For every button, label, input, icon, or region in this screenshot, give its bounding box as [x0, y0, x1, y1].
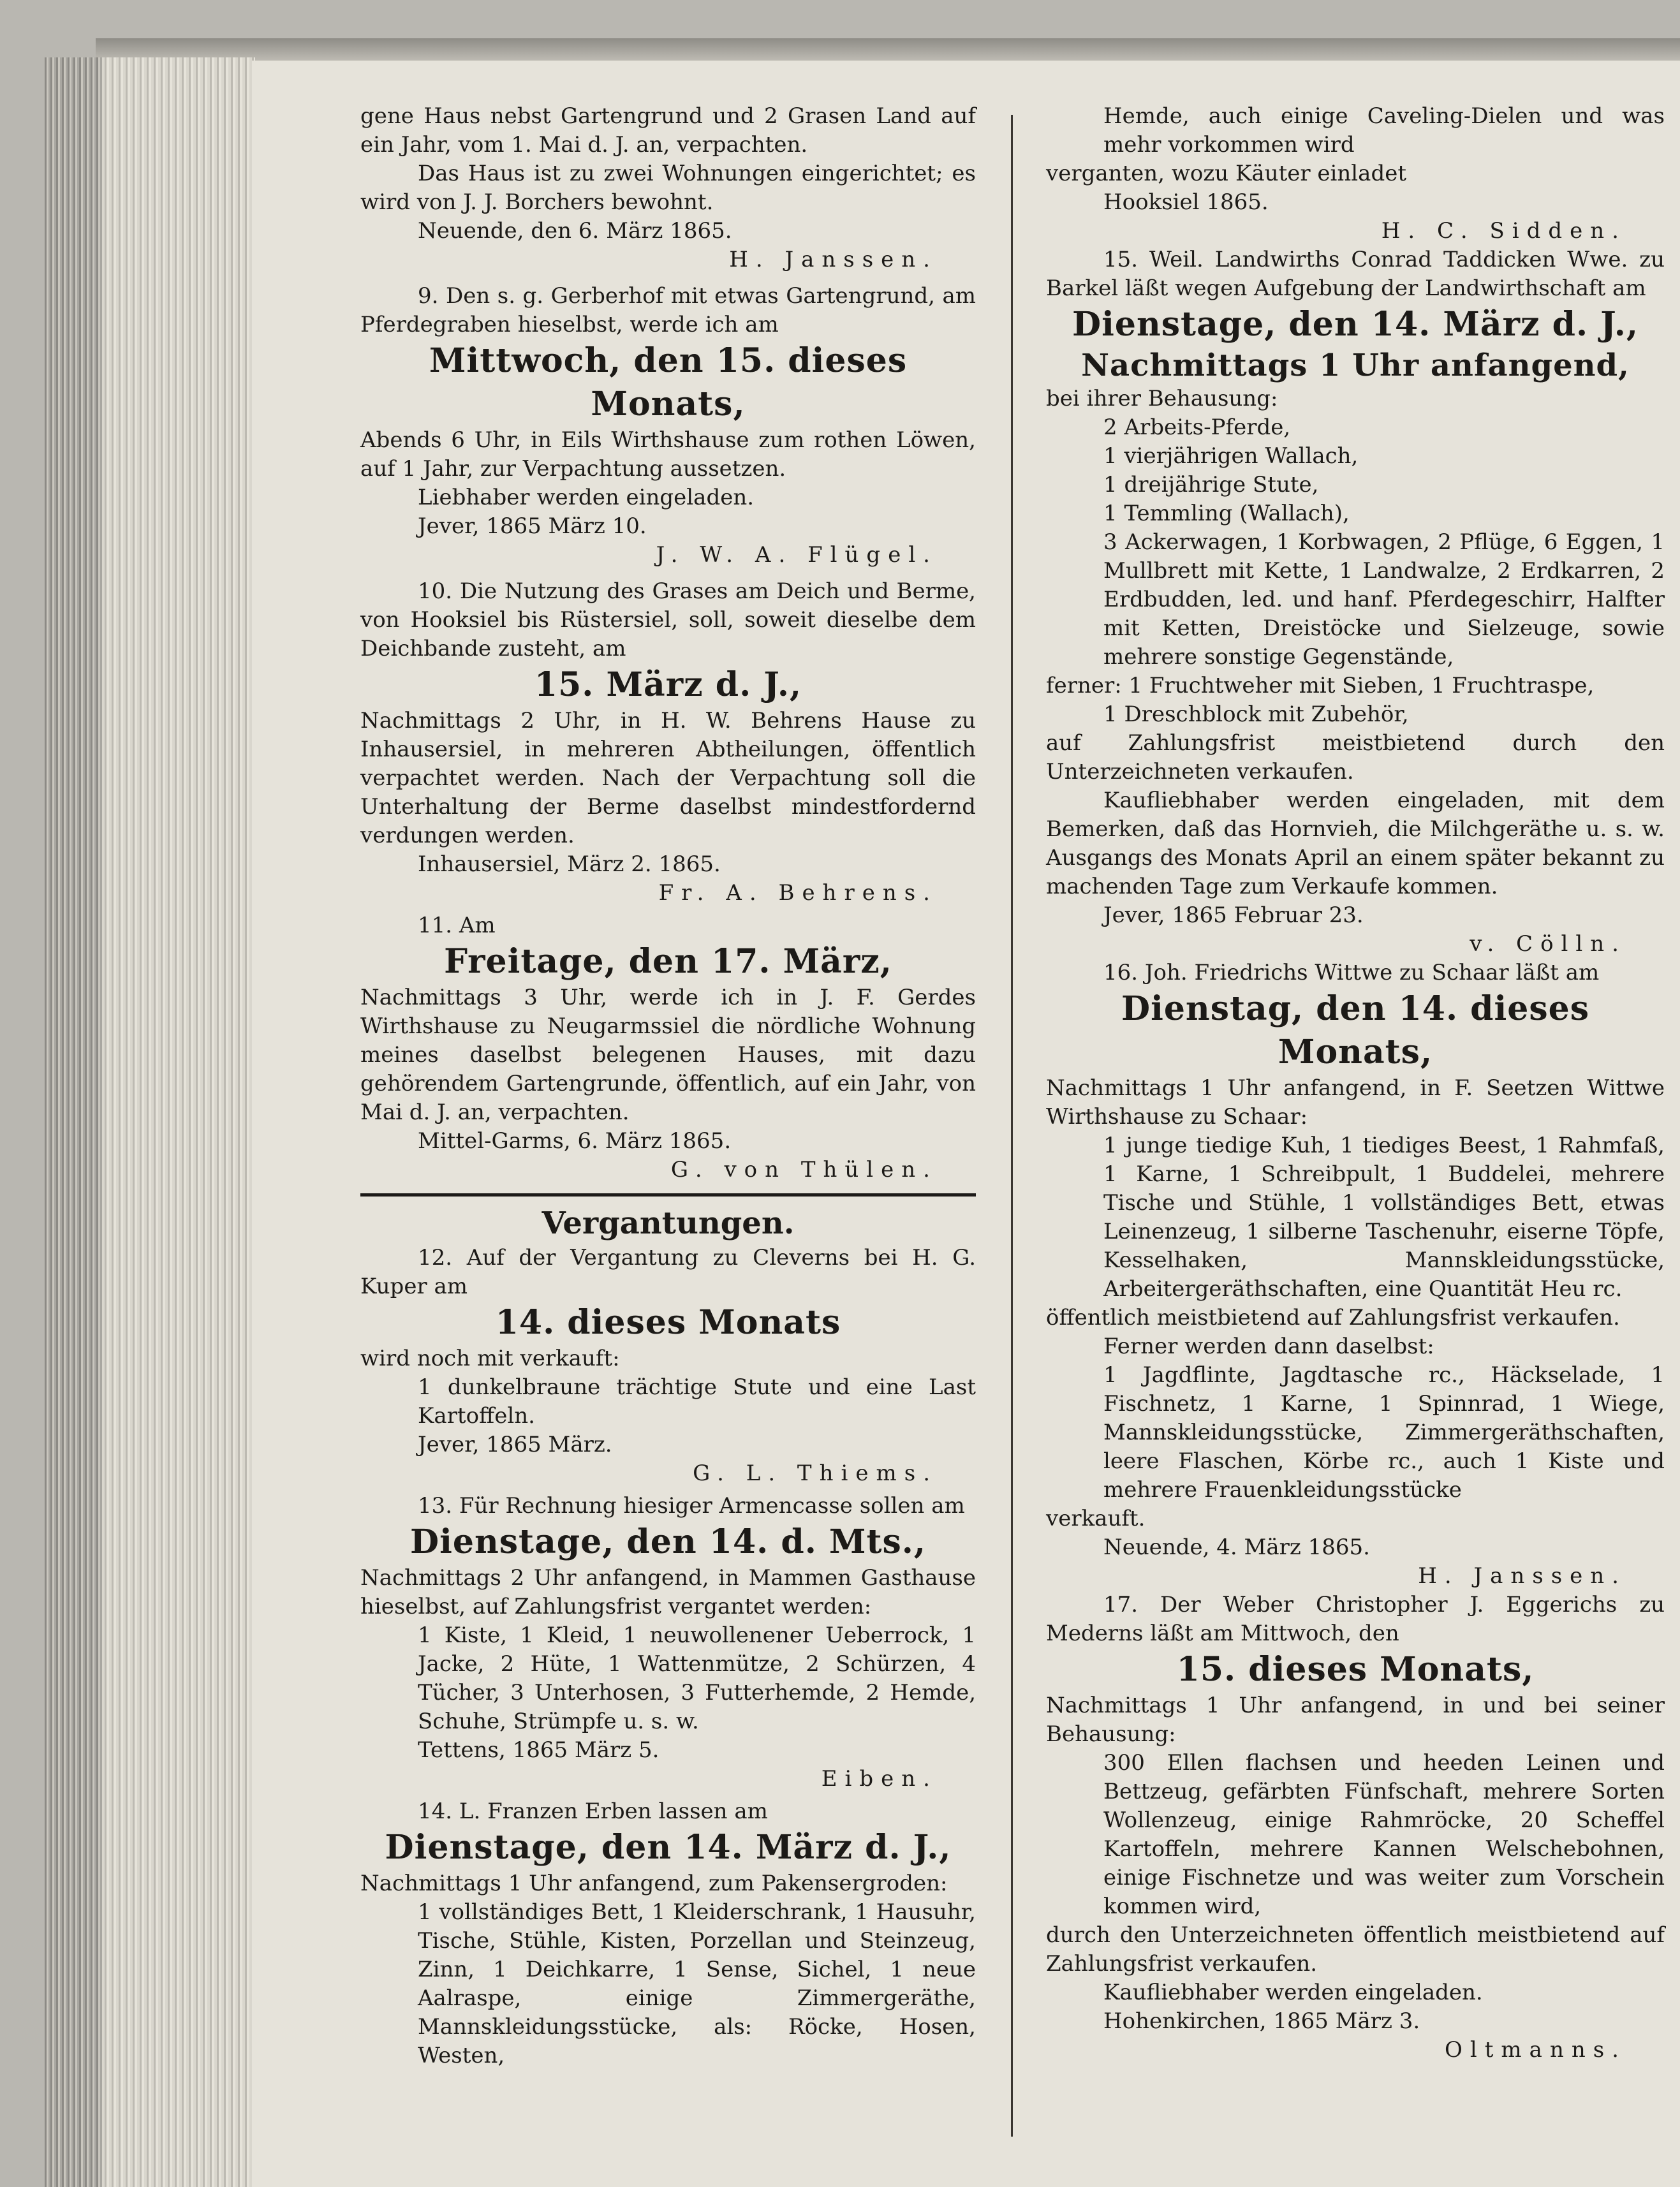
signature: Eiben. — [821, 1766, 938, 1792]
signature: H. Janssen. — [1418, 1563, 1626, 1589]
signature: Fr. A. Behrens. — [658, 880, 938, 906]
item-list: 1 junge tiedige Kuh, 1 tiediges Beest, 1 Rahmfaß, 1 Karne, 1 Schreibpult, 1 Buddelei, mehrere Tische und Stühle, 1 vollständiges Bett, etwas Leinenzeug, 1 silberne Taschenuhr, eiserne Töpfe, Kesselhaken, Mannskleidungsstücke, Arbeitergeräthschaften, eine Quantität Heu rc. — [1103, 1133, 1665, 1302]
notice-14: 14. L. Franzen Erben lassen am — [418, 1799, 768, 1824]
notice-text: Kaufliebhaber werden eingeladen. — [1103, 1980, 1483, 2005]
place-date: Hooksiel 1865. — [1103, 189, 1269, 215]
signature: Oltmanns. — [1445, 2037, 1626, 2063]
item-list: 1 Jagdflinte, Jagdtasche rc., Häckselade, 1 Fischnetz, 1 Karne, 1 Spinnrad, 1 Wiege, Mannskleidungsstücke, Zimmergeräthschaften, leere Flaschen, Körbe rc., auch 1 Kiste und mehrere Frauenkleidungsstücke — [1103, 1362, 1665, 1503]
book-spine-edge — [45, 57, 102, 2187]
notice-16: 16. Joh. Friedrichs Wittwe zu Schaar läßt am — [1103, 960, 1600, 985]
notice-text: Nachmittags 1 Uhr anfangend, in und bei seiner Behausung: — [1046, 1693, 1665, 1747]
item-list: 2 Arbeits-Pferde, — [1103, 415, 1291, 440]
notice-text: Kaufliebhaber werden eingeladen, mit dem Bemerken, daß das Hornvieh, die Milchgeräthe u. s. w. Ausgangs des Monats April an einem später bekannt zu machenden Tage zum Verkaufe kommen. — [1046, 788, 1665, 899]
book-top-edge — [96, 38, 1680, 64]
notice-text: Nachmittags 2 Uhr anfangend, in Mammen Gasthause hieselbst, auf Zahlungsfrist vergantet werden: — [360, 1565, 976, 1619]
signature: G. von Thülen. — [670, 1157, 938, 1182]
notice-text: wird noch mit verkauft: — [360, 1346, 620, 1371]
notice-date-heading: Dienstage, den 14. März d. J., — [1072, 305, 1639, 344]
place-date: Mittel-Garms, 6. März 1865. — [418, 1128, 732, 1154]
notice-date-heading: 15. dieses Monats, — [1176, 1650, 1535, 1689]
notice-text: ferner: 1 Fruchtweher mit Sieben, 1 Fruchtraspe, — [1046, 673, 1595, 698]
item-list: 1 Kiste, 1 Kleid, 1 neuwollenener Ueberrock, 1 Jacke, 2 Hüte, 1 Wattenmütze, 2 Schürzen, 4 Tücher, 3 Unterhosen, 3 Futterhemde, 2 Hemde, Schuhe, Strümpfe u. s. w. — [418, 1623, 976, 1734]
notice-12: 12. Auf der Vergantung zu Cleverns bei H. G. Kuper am — [360, 1245, 976, 1299]
item-list: 300 Ellen flachsen und heeden Leinen und Bettzeug, gefärbten Fünfschaft, mehrere Sorten Wollenzeug, einige Rahmröcke, 20 Scheffel Kartoffeln, mehrere Kannen Welschebohnen, einige Fischnetze und was weiter zum Vorschein kommen wird, — [1103, 1750, 1665, 1919]
notice-text: bei ihrer Behausung: — [1046, 386, 1278, 411]
notice-date-heading: Dienstag, den 14. dieses Monats, — [1121, 989, 1590, 1071]
item-list: 1 dreijährige Stute, — [1103, 472, 1319, 497]
place-date: Neuende, 4. März 1865. — [1103, 1535, 1370, 1560]
place-date: Neuende, den 6. März 1865. — [418, 218, 732, 244]
notice-date-heading: Dienstage, den 14. d. Mts., — [410, 1522, 926, 1561]
notice-text: verkauft. — [1046, 1506, 1146, 1531]
notice-text: Nachmittags 3 Uhr, werde ich in J. F. Gerdes Wirthshause zu Neugarmssiel die nördliche Wohnung meines daselbst belegenen Hauses, mit dazu gehörendem Gartengrunde, öffentlich, auf ein Jahr, von Mai d. J. an, verpachten. — [360, 985, 976, 1125]
item-list: 1 vollständiges Bett, 1 Kleiderschrank, 1 Hausuhr, Tische, Stühle, Kisten, Porzellan und Steinzeug, Zinn, 1 Deichkarre, 1 Sense, Sichel, 1 neue Aalraspe, einige Zimmergeräthe, Mannskleidungsstücke, als: Röcke, Hosen, Westen, — [418, 1899, 976, 2068]
notice-date-heading: 14. dieses Monats — [495, 1303, 841, 1342]
notice-text: durch den Unterzeichneten öffentlich meistbietend auf Zahlungsfrist verkaufen. — [1046, 1922, 1665, 1977]
notice-text: Ferner werden dann daselbst: — [1103, 1334, 1434, 1359]
signature: v. Cölln. — [1470, 931, 1626, 957]
notice-time-heading: Nachmittags 1 Uhr anfangend, — [1081, 348, 1630, 383]
place-date: Jever, 1865 März. — [418, 1432, 612, 1457]
signature: H. C. Sidden. — [1381, 218, 1626, 244]
item-list: 1 Temmling (Wallach), — [1103, 501, 1350, 526]
notice-date-heading: Mittwoch, den 15. dieses Monats, — [429, 341, 908, 423]
notice-text: Nachmittags 1 Uhr anfangend, in F. Seetzen Wittwe Wirthshause zu Schaar: — [1046, 1075, 1665, 1130]
notice-date-heading: Dienstage, den 14. März d. J., — [385, 1828, 952, 1867]
notice-9: 9. Den s. g. Gerberhof mit etwas Gartengrund, am Pferdegraben hieselbst, werde ich am — [360, 283, 976, 337]
item-list: Hemde, auch einige Caveling-Dielen und was mehr vorkommen wird — [1103, 103, 1665, 158]
notice-text: Nachmittags 1 Uhr anfangend, zum Pakensergroden: — [360, 1871, 948, 1896]
notice-13: 13. Für Rechnung hiesiger Armencasse sollen am — [418, 1493, 965, 1519]
section-heading: Vergantungen. — [542, 1205, 795, 1241]
item-list: 1 dunkelbraune trächtige Stute und eine Last Kartoffeln. — [418, 1374, 976, 1429]
item-list: 1 Dreschblock mit Zubehör, — [1103, 702, 1409, 727]
notice-15: 15. Weil. Landwirths Conrad Taddicken Wwe. zu Barkel läßt wegen Aufgebung der Landwirthschaft am — [1046, 247, 1665, 301]
notice-text: öffentlich meistbietend auf Zahlungsfrist verkaufen. — [1046, 1305, 1620, 1330]
place-date: Jever, 1865 März 10. — [418, 513, 647, 539]
notice-text: Das Haus ist zu zwei Wohnungen eingerichtet; es wird von J. J. Borchers bewohnt. — [360, 161, 976, 215]
place-date: Tettens, 1865 März 5. — [418, 1737, 659, 1763]
left-column — [360, 102, 976, 2070]
place-date: Jever, 1865 Februar 23. — [1103, 902, 1364, 928]
notice-11: 11. Am — [418, 913, 496, 938]
signature: H. Janssen. — [729, 247, 938, 272]
notice-date-heading: Freitage, den 17. März, — [444, 942, 892, 981]
notice-text: verganten, wozu Käuter einladet — [1046, 161, 1407, 186]
item-list: 3 Ackerwagen, 1 Korbwagen, 2 Pflüge, 6 Eggen, 1 Mullbrett mit Kette, 1 Landwalze, 2 Erdkarren, 2 Erdbudden, led. und hanf. Pferdegeschirr, Halfter mit Ketten, Dreistöcke und Sielzeuge, sowie mehrere sonstige Gegenstände, — [1103, 529, 1665, 670]
item-list: 1 vierjährigen Wallach, — [1103, 443, 1359, 469]
notice-10: 10. Die Nutzung des Grases am Deich und Berme, von Hooksiel bis Rüstersiel, soll, soweit dieselbe dem Deichbande zusteht, am — [360, 578, 976, 661]
column-divider — [1011, 115, 1013, 2137]
notice-text: auf Zahlungsfrist meistbietend durch den Unterzeichneten verkaufen. — [1046, 730, 1665, 784]
page-stack-edge — [102, 57, 255, 2187]
notice-date-heading: 15. März d. J., — [534, 665, 802, 704]
signature: J. W. A. Flügel. — [656, 542, 938, 568]
notice-17: 17. Der Weber Christopher J. Eggerichs zu Mederns läßt am Mittwoch, den — [1046, 1592, 1665, 1646]
signature: G. L. Thiems. — [693, 1461, 938, 1486]
notice-text: Liebhaber werden eingeladen. — [418, 485, 755, 510]
place-date: Hohenkirchen, 1865 März 3. — [1103, 2008, 1420, 2034]
notice-text: gene Haus nebst Gartengrund und 2 Grasen Land auf ein Jahr, vom 1. Mai d. J. an, verpachten. — [360, 103, 976, 158]
notice-text: Nachmittags 2 Uhr, in H. W. Behrens Hause zu Inhausersiel, in mehreren Abtheilungen, öffentlich verpachtet werden. Nach der Verpachtung soll die Unterhaltung der Berme daselbst mindestfordernd verdungen werden. — [360, 708, 976, 848]
right-column — [1046, 102, 1665, 2065]
place-date: Inhausersiel, März 2. 1865. — [418, 851, 721, 877]
section-rule — [360, 1193, 976, 1197]
notice-text: Abends 6 Uhr, in Eils Wirthshause zum rothen Löwen, auf 1 Jahr, zur Verpachtung aussetzen. — [360, 427, 976, 482]
